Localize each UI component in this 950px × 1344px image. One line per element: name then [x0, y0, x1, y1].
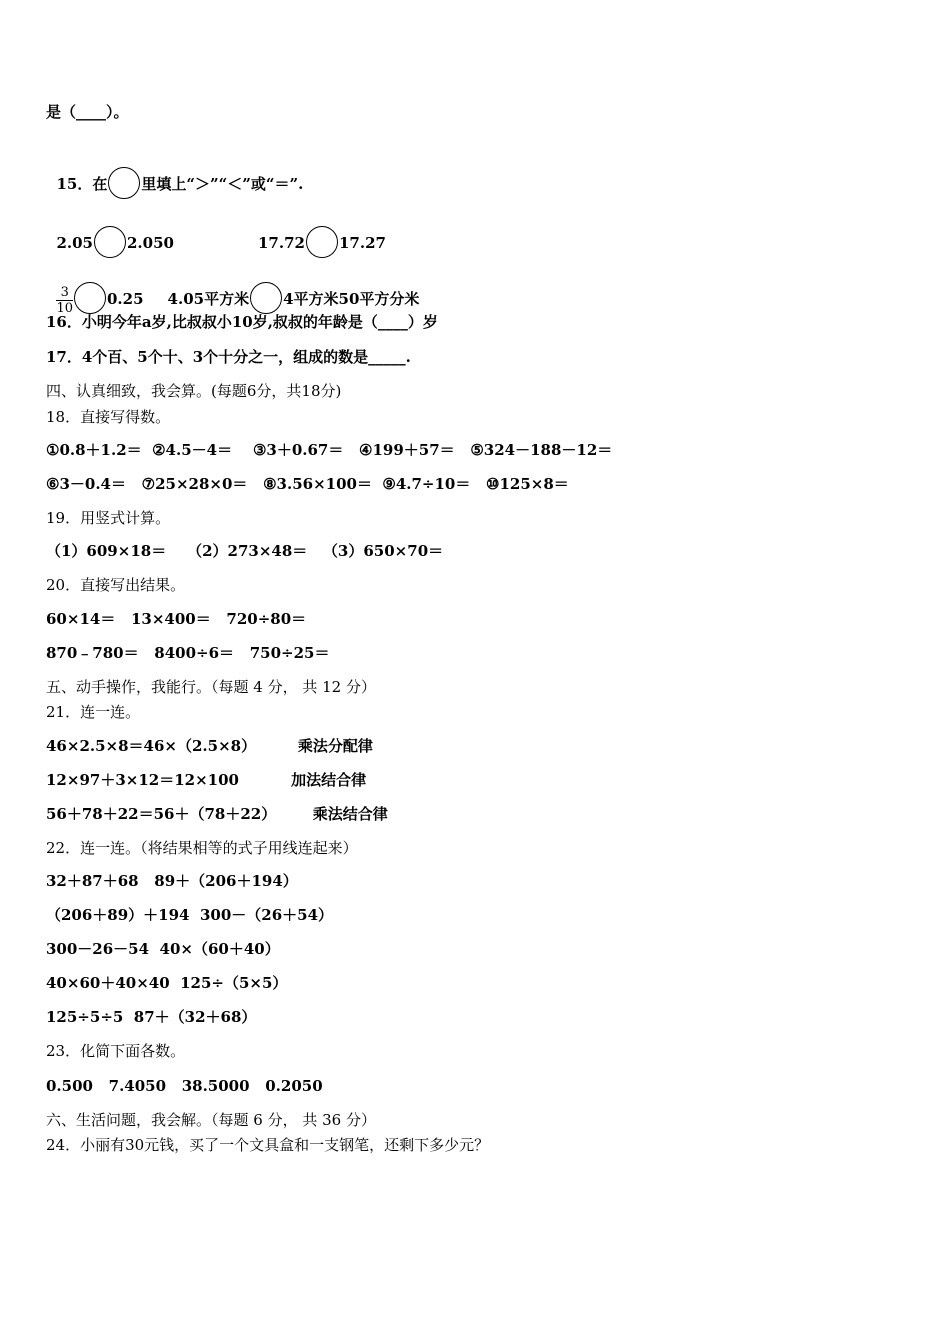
c1-left: 2.05: [56, 234, 93, 252]
q21-row-2: 12×97＋3×12＝12×100 加法结合律: [46, 771, 367, 789]
prev-question-tail: 是（____）。: [46, 103, 129, 121]
c1-right: 2.050: [127, 234, 174, 252]
question-22: 22．连一连。（将结果相等的式子用线连起来）: [46, 839, 358, 857]
q18-row-1: ①0.8＋1.2＝ ②4.5－4＝ ③3＋0.67＝ ④199＋57＝ ⑤324－188－12＝: [46, 441, 613, 459]
compare-circle-icon[interactable]: [250, 282, 282, 314]
q22-row-2: （206＋89）＋194 300－（26＋54）: [46, 906, 334, 924]
q18-row-2: ⑥3－0.4＝ ⑦25×28×0＝ ⑧3.56×100＝ ⑨4.7÷10＝ ⑩125×8＝: [46, 475, 569, 493]
section-5-heading: 五、动手操作，我能行。（每题 4 分， 共 12 分）: [46, 678, 376, 696]
question-18: 18．直接写得数。: [46, 408, 171, 426]
question-24: 24．小丽有30元钱，买了一个文具盒和一支钢笔，还剩下多少元？: [46, 1136, 490, 1154]
compare-circle-icon[interactable]: [108, 167, 140, 199]
question-23: 23．化简下面各数。: [46, 1042, 186, 1060]
q15-text-b: 里填上“＞”“＜”或“＝”.: [141, 175, 304, 193]
section-6-heading: 六、生活问题，我会解。（每题 6 分， 共 36 分）: [46, 1111, 376, 1129]
c3-right: 0.25: [107, 290, 144, 308]
c2-left: 17.72: [257, 234, 305, 252]
q19-row-1: （1）609×18＝ （2）273×48＝ （3）650×70＝: [46, 542, 444, 560]
c2-right: 17.27: [338, 234, 386, 252]
question-16: 16．小明今年a岁,比叔叔小10岁,叔叔的年龄是（____）岁: [46, 313, 438, 331]
q22-row-4: 40×60＋40×40 125÷（5×5）: [46, 974, 288, 992]
q20-row-2: 870﹣780＝ 8400÷6＝ 750÷25＝: [46, 644, 330, 662]
question-20: 20．直接写出结果。: [46, 576, 186, 594]
q22-row-1: 32＋87＋68 89＋（206＋194）: [46, 872, 298, 890]
fraction-3-10: $\frac{3}{10}$: [56, 284, 73, 316]
section-4-heading: 四、认真细致，我会算。(每题6分，共18分): [46, 382, 342, 400]
compare-circle-icon[interactable]: [74, 282, 106, 314]
compare-row-2: [46, 262, 419, 316]
c4-right: 4平方米50平方分米: [283, 290, 420, 308]
question-17: 17．4个百、5个十、3个十分之一，组成的数是_____.: [46, 348, 411, 366]
q15-text-a: 15．在: [56, 175, 108, 193]
question-19: 19．用竖式计算。: [46, 509, 171, 527]
q21-row-3: 56＋78＋22＝56＋（78＋22） 乘法结合律: [46, 805, 388, 823]
q22-row-5: 125÷5÷5 87＋（32＋68）: [46, 1008, 257, 1026]
compare-row-1: [46, 206, 386, 258]
compare-circle-icon[interactable]: [306, 226, 338, 258]
compare-circle-icon[interactable]: [94, 226, 126, 258]
question-21: 21．连一连。: [46, 703, 141, 721]
q20-row-1: 60×14＝ 13×400＝ 720÷80＝: [46, 610, 307, 628]
q22-row-3: 300－26－54 40×（60＋40）: [46, 940, 280, 958]
question-15: [46, 147, 303, 199]
q23-row-1: 0.500 7.4050 38.5000 0.2050: [46, 1077, 323, 1095]
q21-row-1: 46×2.5×8＝46×（2.5×8） 乘法分配律: [46, 737, 373, 755]
c4-left: 4.05平方米: [167, 290, 250, 308]
